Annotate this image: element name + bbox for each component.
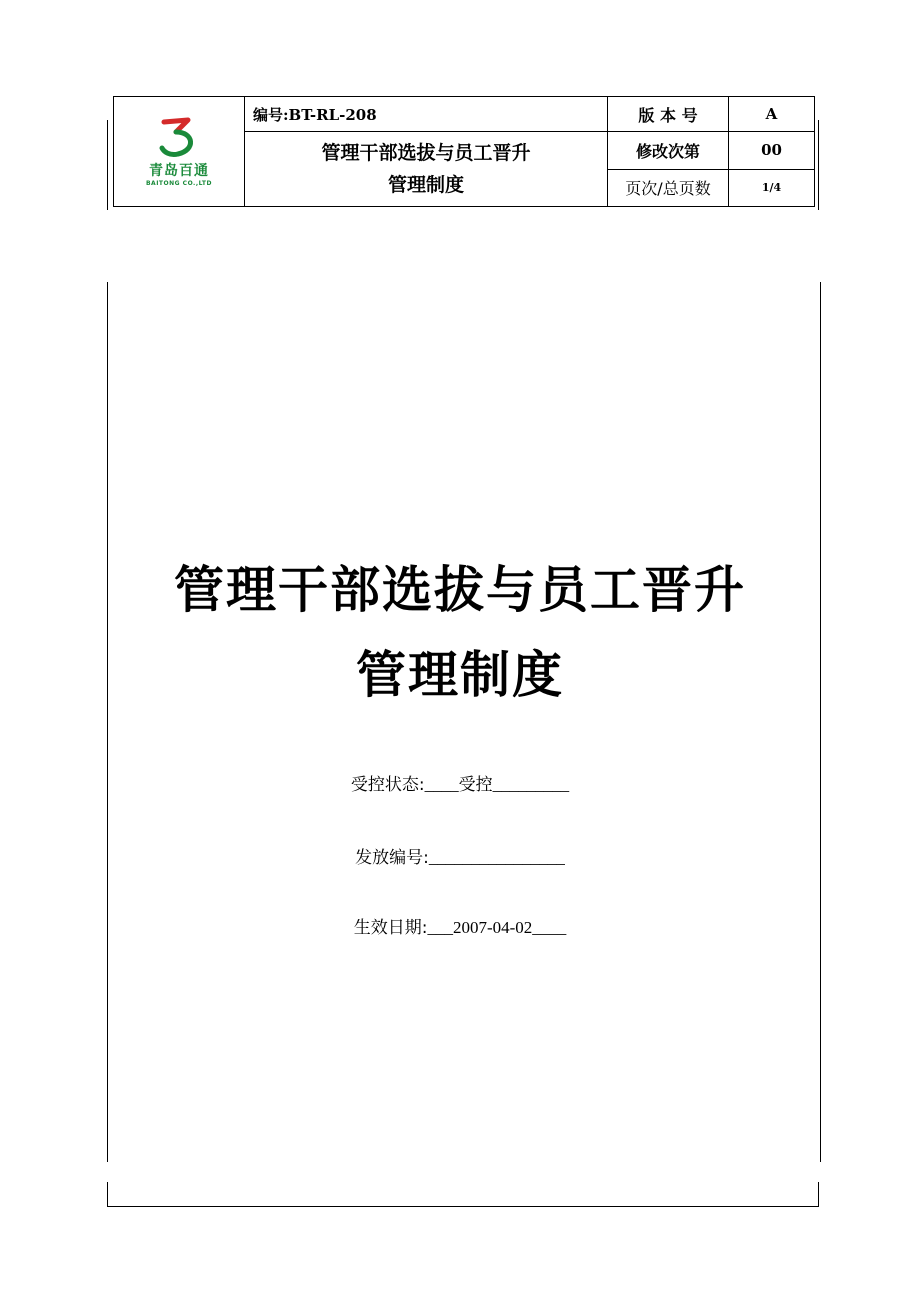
- effective-date-value: ___2007-04-02____: [427, 918, 567, 937]
- frame-right-upper: [818, 120, 819, 210]
- effective-date-field: [0, 913, 920, 938]
- frame-left-upper: [107, 120, 108, 210]
- frame-right-lower: [820, 282, 821, 1162]
- version-label: 版 本 号: [608, 97, 729, 132]
- issue-number-value: ________________: [428, 848, 565, 867]
- logo-subtitle: BAITONG CO.,LTD: [145, 180, 212, 187]
- main-title-line2: 管理制度: [356, 646, 564, 704]
- document-code: 编号:BT-RL-208: [245, 97, 608, 132]
- revision-value: 00: [729, 132, 815, 170]
- control-status-value: ____受控_________: [424, 775, 570, 794]
- frame-bottom: [107, 1206, 819, 1207]
- page-label: 页次/总页数: [608, 169, 729, 207]
- version-value: A: [729, 97, 815, 132]
- header-title-line1: 管理干部选拔与员工晋升: [321, 142, 531, 164]
- effective-date-label: 生效日期:: [353, 918, 428, 938]
- company-logo: [114, 116, 244, 187]
- header-table: [113, 96, 815, 207]
- logo-mark-icon: [154, 116, 204, 160]
- page-value: 1/4: [729, 169, 815, 207]
- header-title-line2: 管理制度: [387, 174, 464, 196]
- logo-cell: [114, 97, 245, 207]
- frame-left-bottom: [107, 1182, 108, 1206]
- control-status-field: [0, 770, 920, 795]
- issue-number-label: 发放编号:: [355, 848, 429, 868]
- issue-number-field: [0, 843, 920, 868]
- main-title-line1: 管理干部选拔与员工晋升: [174, 561, 746, 619]
- control-status-label: 受控状态:: [350, 775, 425, 795]
- revision-label: 修改次第: [608, 132, 729, 170]
- frame-left-lower: [107, 282, 108, 1162]
- header-doc-title: [245, 132, 608, 207]
- logo-name: 青岛百通: [149, 163, 209, 179]
- frame-right-bottom: [818, 1182, 819, 1206]
